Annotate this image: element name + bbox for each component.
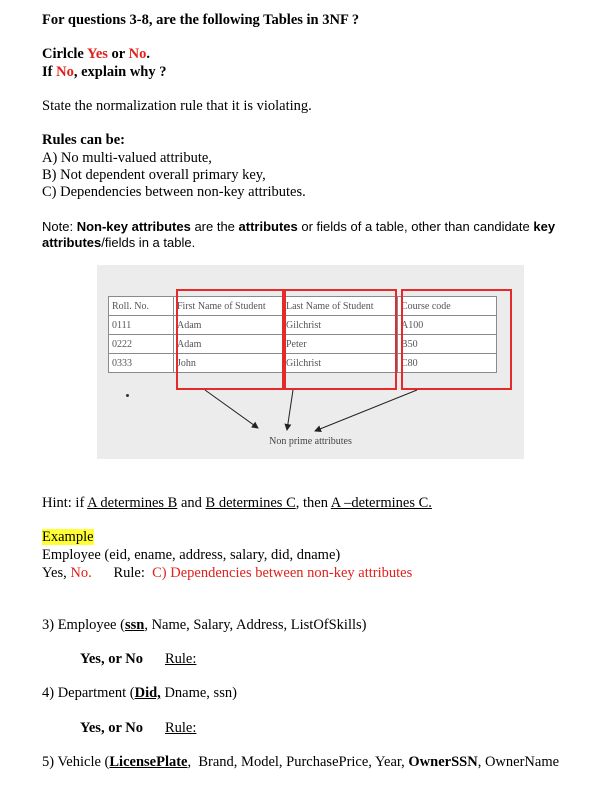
example-schema: Employee (eid, ename, address, salary, did, dname) — [42, 547, 341, 563]
no-option: No — [128, 46, 147, 62]
arrow-last-name — [287, 390, 293, 430]
example-yes: Yes, — [42, 565, 71, 581]
q3-answer-line — [80, 650, 196, 668]
q4-rule: Rule: — [164, 720, 197, 736]
table-cell: 0222 — [109, 335, 174, 354]
q5-rest: , OwnerName — [477, 754, 560, 770]
q4-prefix: 4) Department ( — [42, 685, 135, 701]
example-answer — [42, 564, 412, 582]
question-3 — [42, 616, 367, 634]
q4-answer: Yes, or No — [80, 720, 143, 736]
table-cell: Gilchrist — [283, 316, 398, 335]
normalization-figure — [97, 265, 524, 459]
rule-item: A) No multi-valued attribute, — [42, 150, 212, 166]
q5-mid: , Brand, Model, PurchasePrice, Year, — [187, 754, 409, 770]
example-no: No. — [70, 565, 92, 581]
period: . — [146, 46, 150, 62]
rules-heading: Rules can be: — [42, 132, 125, 148]
table-cell: Adam — [174, 335, 283, 354]
state-rule-text: State the normalization rule that it is violating. — [42, 98, 312, 114]
note-p4: /fields in a table. — [101, 235, 196, 250]
table-cell: A100 — [398, 316, 497, 335]
q3-key: ssn — [124, 617, 145, 633]
instruction-heading: For questions 3-8, are the following Tables in 3NF ? — [42, 12, 360, 28]
hint-u3: A –determines C. — [330, 495, 432, 511]
arrows — [97, 265, 524, 459]
example-rule-label: Rule: — [91, 565, 153, 581]
hint-u1: A determines B — [87, 495, 178, 511]
arrow-course-code — [315, 390, 417, 431]
note-line-2 — [42, 234, 195, 252]
hint-u2: B determines C — [205, 495, 296, 511]
header-roll-no: Roll. No. — [109, 297, 174, 316]
explain-instruction — [42, 63, 167, 81]
or-text: or — [107, 46, 129, 62]
no-word: No — [56, 64, 74, 80]
example-rule-text: C) Dependencies between non-key attributes — [152, 565, 413, 581]
explain-suffix: , explain why ? — [73, 64, 167, 80]
question-5 — [42, 753, 559, 771]
table-cell: C80 — [398, 354, 497, 373]
circle-instruction — [42, 45, 150, 63]
q5-key: LicensePlate — [109, 754, 188, 770]
q3-prefix: 3) Employee ( — [42, 617, 125, 633]
hint-p1: Hint: if — [42, 495, 88, 511]
table-cell: 0333 — [109, 354, 174, 373]
table-cell: 0111 — [109, 316, 174, 335]
hint-p3: , then — [295, 495, 331, 511]
hint-text — [42, 494, 432, 512]
header-last-name: Last Name of Student — [283, 297, 398, 316]
table-cell: B50 — [398, 335, 497, 354]
q4-rest: Dname, ssn) — [160, 685, 237, 701]
note-b4: attributes — [42, 235, 102, 250]
header-course-code: Course code — [398, 297, 497, 316]
figure-caption: Non prime attributes — [269, 436, 352, 447]
note-b3: key — [533, 219, 556, 234]
header-first-name: First Name of Student — [174, 297, 283, 316]
note-b2: attributes — [238, 219, 298, 234]
table-cell: John — [174, 354, 283, 373]
if-prefix: If — [42, 64, 57, 80]
example-label: Example — [42, 529, 94, 545]
note-p2: are the — [190, 219, 239, 234]
note-p3: or fields of a table, other than candidate — [297, 219, 534, 234]
question-4 — [42, 684, 237, 702]
hint-p2: and — [177, 495, 206, 511]
q5-bold: OwnerSSN — [408, 754, 478, 770]
rule-item: C) Dependencies between non-key attributes. — [42, 184, 306, 200]
note-b1: Non-key attributes — [76, 219, 191, 234]
q3-answer: Yes, or No — [80, 651, 143, 667]
table-cell: Peter — [283, 335, 398, 354]
table-cell: Gilchrist — [283, 354, 398, 373]
q3-rest: , Name, Salary, Address, ListOfSkills) — [144, 617, 367, 633]
note-p1: Note: — [42, 219, 77, 234]
q5-prefix: 5) Vehicle ( — [42, 754, 110, 770]
example-label-line — [42, 528, 94, 546]
circle-prefix: Cirlcle — [42, 46, 87, 62]
q3-rule: Rule: — [164, 651, 197, 667]
table-cell: Adam — [174, 316, 283, 335]
q4-key: Did, — [134, 685, 161, 701]
q4-answer-line — [80, 719, 196, 737]
arrow-first-name — [205, 390, 258, 428]
yes-option: Yes — [86, 46, 108, 62]
rule-item: B) Not dependent overall primary key, — [42, 167, 266, 183]
